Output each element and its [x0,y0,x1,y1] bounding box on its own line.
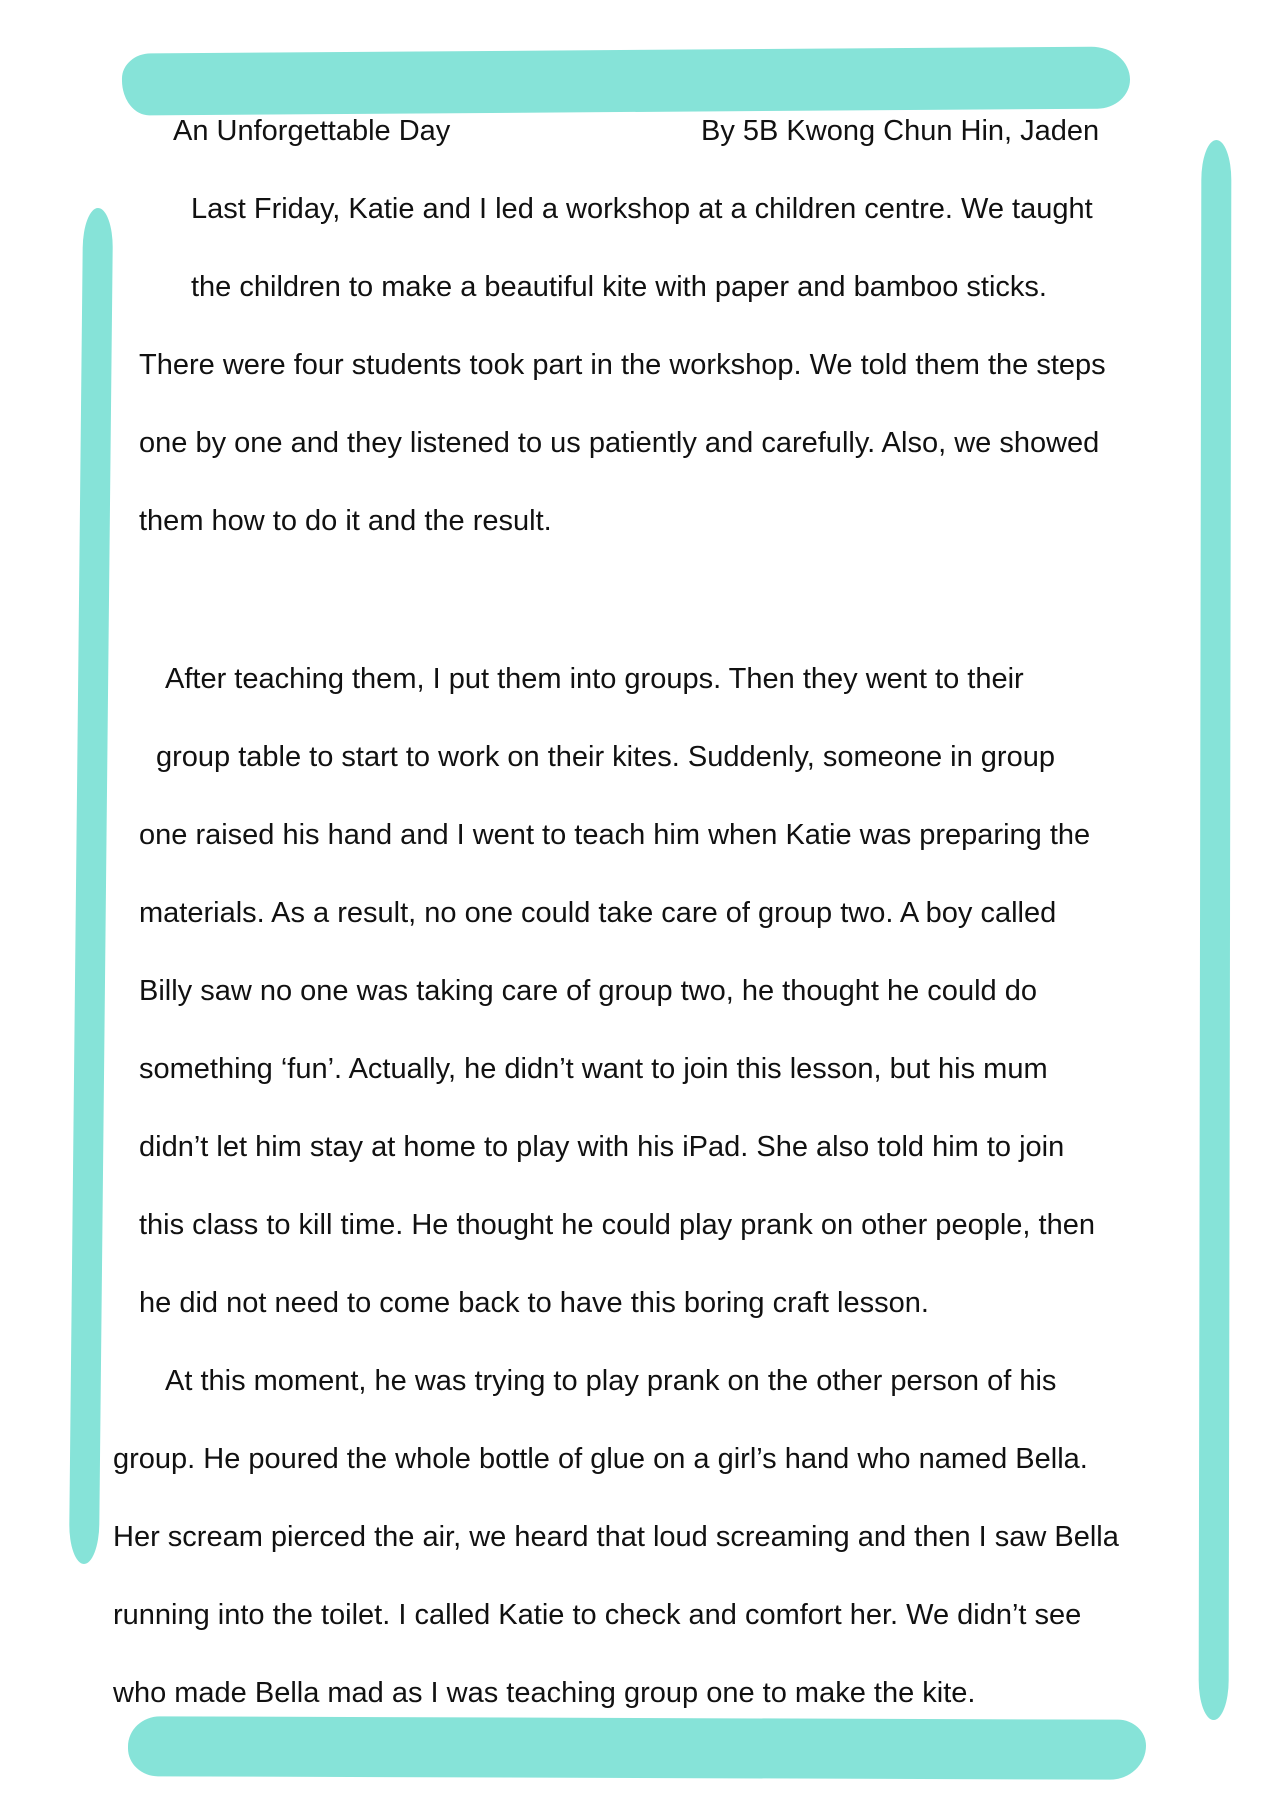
text-line: Her scream pierced the air, we heard that loud screaming and then I saw Bella [113,1521,1119,1553]
text-line: group table to start to work on their kites. Suddenly, someone in group [156,741,1055,773]
text-line: something ‘fun’. Actually, he didn’t want to join this lesson, but his mum [139,1053,1048,1085]
text-line: he did not need to come back to have this boring craft lesson. [139,1287,929,1319]
text-line: one raised his hand and I went to teach him when Katie was preparing the [139,819,1091,851]
document-title: An Unforgettable Day [173,115,451,147]
text-line: After teaching them, I put them into groups. Then they went to their [165,663,1024,695]
text-line: running into the toilet. I called Katie to check and comfort her. We didn’t see [113,1599,1082,1631]
text-line: who made Bella mad as I was teaching group one to make the kite. [113,1677,976,1709]
text-line: them how to do it and the result. [139,505,552,537]
document-author: By 5B Kwong Chun Hin, Jaden [701,115,1100,147]
text-line: At this moment, he was trying to play prank on the other person of his [165,1365,1057,1397]
text-line: the children to make a beautiful kite with paper and bamboo sticks. [191,271,1047,303]
text-line: this class to kill time. He thought he could play prank on other people, then [139,1209,1095,1241]
text-line: Last Friday, Katie and I led a workshop at a children centre. We taught [191,193,1093,225]
text-line: group. He poured the whole bottle of glue on a girl’s hand who named Bella. [113,1443,1088,1475]
text-line: didn’t let him stay at home to play with his iPad. She also told him to join [139,1131,1065,1163]
text-line: materials. As a result, no one could take care of group two. A boy called [139,897,1057,929]
text-line: There were four students took part in the workshop. We told them the steps [139,349,1106,381]
text-line: Billy saw no one was taking care of group two, he thought he could do [139,975,1037,1007]
text-line: one by one and they listened to us patiently and carefully. Also, we showed [139,427,1100,459]
